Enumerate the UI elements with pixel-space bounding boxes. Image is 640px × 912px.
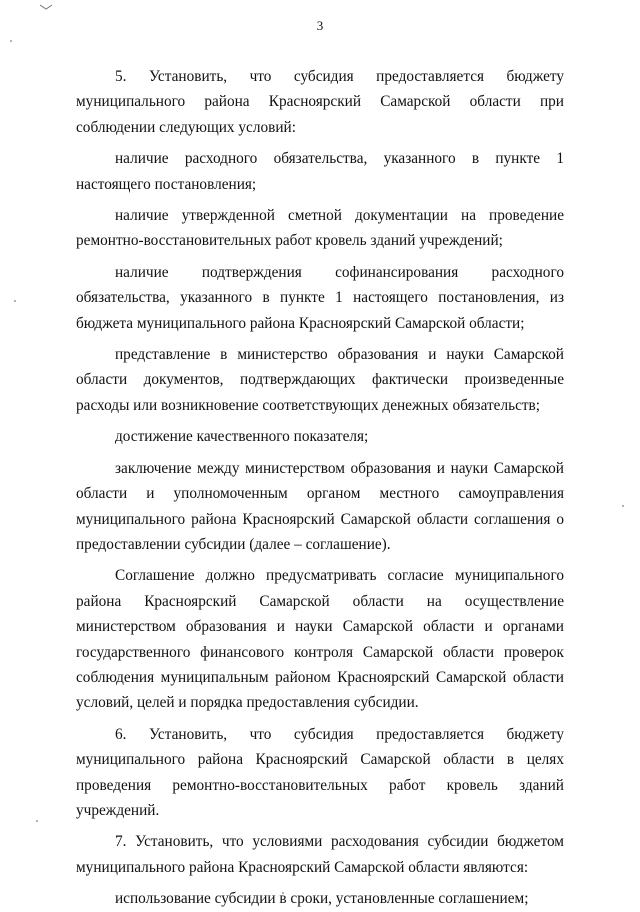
paragraph-item-7: 7. Установить, что условиями расходования субсидии бюджетом муниципального района Красноярский Самарской области являются: [76,833,564,876]
scan-speck [14,300,16,302]
paragraph-condition-documentation: наличие утвержденной сметной документации на проведение ремонтно-восстановительных работ кровель зданий учреждений; [76,207,564,250]
paragraph-item-6: 6. Установить, что субсидия предоставляется бюджету муниципального района Красноярский Самарской области в целях проведения ремонтно-восстановительных работ кровель зданий учреждений. [76,725,564,819]
paragraph-condition-agreement: заключение между министерством образования и науки Самарской области и уполномоченным органом местного самоуправления муниципального района Красноярский Самарской области соглашения о предоставлении субсидии (далее – соглашение). [76,459,564,553]
paragraph-condition-reporting: представление в министерство образования и науки Самарской области документов, подтверждающих фактически произведенные расходы или возникновение соответствующих денежных обязательств; [76,346,564,414]
paragraph-item-5: 5. Установить, что субсидия предоставляется бюджету муниципального района Красноярский Самарской области при соблюдении следующих условий: [76,68,564,136]
page-number: 3 [316,18,324,33]
paragraph-condition-cofinancing: наличие подтверждения софинансирования расходного обязательства, указанного в пункте 1 настоящего постановления, из бюджета муниципального района Красноярский Самарской области; [76,263,564,332]
paragraph-condition-obligation: наличие расходного обязательства, указанного в пункте 1 настоящего постановления; [76,150,564,193]
paragraph-agreement-consent: Соглашение должно предусматривать согласие муниципального района Красноярский Самарской области на осуществление министерством образования и науки Самарской области и органами государственного финансового контроля Самарской области проверок соблюдения муниципальным районом Красноярский Самарской области условий, целей и порядка предоставления субсидии. [76,567,564,712]
scan-mark-decoration [40,4,52,10]
document-body [76,64,564,912]
paragraph-condition-deadlines: использование субсидии в сроки, установленные соглашением; [115,890,529,908]
scan-speck [36,820,38,822]
paragraph-condition-indicator: достижение качественного показателя; [115,428,369,446]
scan-speck [10,40,12,42]
scan-speck [622,505,624,507]
